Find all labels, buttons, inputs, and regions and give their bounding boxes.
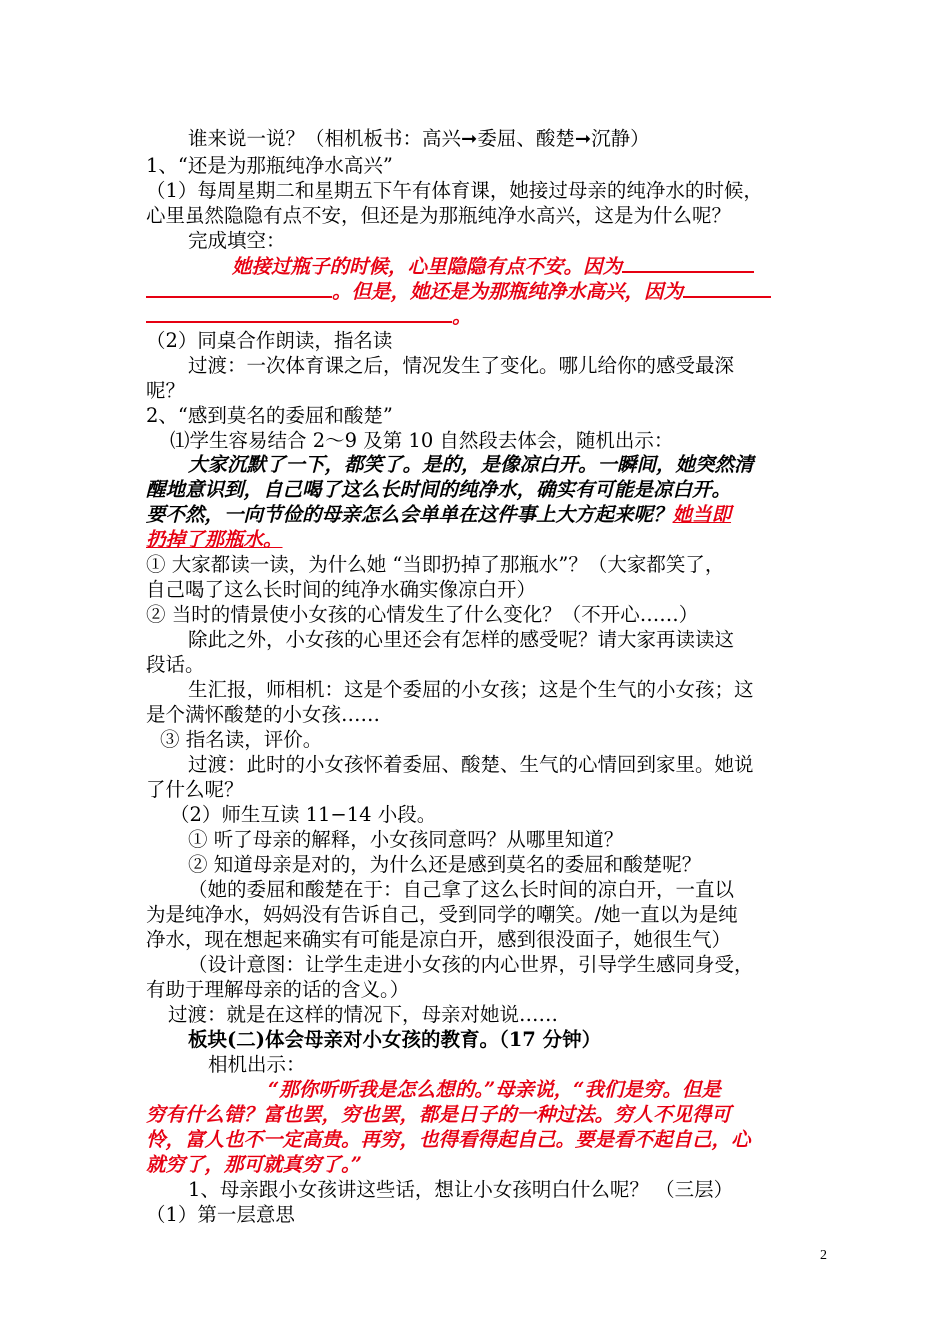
text-line: （1）第一层意思 xyxy=(146,1203,295,1226)
fill-blank-line-2 xyxy=(146,278,771,305)
text-line: 为是纯净水，妈妈没有告诉自己，受到同学的嘲笑。/她一直以为是纯 xyxy=(146,903,738,926)
quote-highlight: 扔掉了那瓶水。 xyxy=(146,528,283,551)
quote-text: 要不然，一向节俭的母亲怎么会单单在这件事上大方起来呢？ xyxy=(146,503,673,526)
fill-blank-line-1 xyxy=(232,253,754,280)
page-number: 2 xyxy=(820,1248,827,1263)
mother-quote-line: “那你听听我是怎么想的。”母亲说，“我们是穷。但是 xyxy=(268,1078,721,1101)
mother-quote-line: 穷有什么错？富也罢，穷也罢，都是日子的一种过法。穷人不见得可 xyxy=(146,1103,732,1126)
text-line: ② 知道母亲是对的，为什么还是感到莫名的委屈和酸楚呢？ xyxy=(188,853,702,876)
text-line: ⑴学生容易结合 2〜9 及第 10 自然段去体会，随机出示： xyxy=(170,429,674,452)
quote-line: 大家沉默了一下，都笑了。是的，是像凉白开。一瞬间，她突然清 xyxy=(188,453,754,476)
section-heading: 1、“还是为那瓶纯净水高兴” xyxy=(146,154,393,177)
text-line: ③ 指名读，评价。 xyxy=(160,728,323,751)
quote-line: 醒地意识到，自己喝了这么长时间的纯净水，确实有可能是凉白开。 xyxy=(146,478,732,501)
text-line: ② 当时的情景使小女孩的心情发生了什么变化？（不开心……） xyxy=(146,603,699,626)
blank-underline xyxy=(146,303,452,323)
blank-underline xyxy=(146,278,332,298)
text-line: 过渡：就是在这样的情况下，母亲对她说…… xyxy=(168,1003,559,1026)
text-line: 净水，现在想起来确实有可能是凉白开，感到很没面子，她很生气） xyxy=(146,928,732,951)
text-line: 相机出示： xyxy=(208,1053,306,1076)
text-line: 过渡：一次体育课之后，情况发生了变化。哪儿给你的感受最深 xyxy=(188,354,735,377)
text-line: （她的委屈和酸楚在于：自己拿了这么长时间的凉白开，一直以 xyxy=(188,878,735,901)
text-line: ① 大家都读一读，为什么她 “当即扔掉了那瓶水”？（大家都笑了， xyxy=(146,553,725,576)
text-line: （1）每周星期二和星期五下午有体育课，她接过母亲的纯净水的时候， xyxy=(146,179,763,202)
mother-quote-line: 就穷了，那可就真穷了。” xyxy=(146,1153,362,1176)
text-line: 是个满怀酸楚的小女孩…… xyxy=(146,703,381,726)
fill-blank-text: 她接过瓶子的时候，心里隐隐有点不安。因为 xyxy=(232,255,623,278)
fill-blank-text: 。但是，她还是为那瓶纯净水高兴，因为 xyxy=(332,280,684,303)
text-line: 自己喝了这么长时间的纯净水确实像凉白开） xyxy=(146,578,537,601)
text-line: （设计意图：让学生走进小女孩的内心世界，引导学生感同身受， xyxy=(188,953,754,976)
quote-highlight: 她当即 xyxy=(672,503,732,526)
text-line: （2）师生互读 11−14 小段。 xyxy=(170,803,437,826)
text-line: 过渡：此时的小女孩怀着委屈、酸楚、生气的心情回到家里。她说 xyxy=(188,753,754,776)
text-line: 谁来说一说？（相机板书：高兴➞委屈、酸楚➞沉静） xyxy=(188,127,650,150)
text-line: 呢？ xyxy=(146,379,186,402)
text-line: 1、母亲跟小女孩讲这些话，想让小女孩明白什么呢？ （三层） xyxy=(188,1178,734,1201)
text-line: 了什么呢？ xyxy=(146,778,244,801)
text-line: 有助于理解母亲的话的含义。） xyxy=(146,978,410,1001)
blank-underline xyxy=(622,253,754,273)
fill-blank-text: 。 xyxy=(452,305,472,328)
quote-line xyxy=(146,502,731,528)
text-line: 段话。 xyxy=(146,653,205,676)
fill-blank-line-3 xyxy=(146,303,472,330)
section-title: 板块(二)体会母亲对小女孩的教育。（17 分钟） xyxy=(188,1028,602,1051)
text-line: ① 听了母亲的解释，小女孩同意吗？从哪里知道？ xyxy=(188,828,624,851)
text-line: 心里虽然隐隐有点不安，但还是为那瓶纯净水高兴，这是为什么呢？ xyxy=(146,204,732,227)
text-line: （2）同桌合作朗读，指名读 xyxy=(146,329,393,352)
text-line: 完成填空： xyxy=(188,229,286,252)
blank-underline xyxy=(683,278,771,298)
section-heading: 2、“感到莫名的委屈和酸楚” xyxy=(146,404,393,427)
text-line: 除此之外，小女孩的心里还会有怎样的感受呢？请大家再读读这 xyxy=(188,628,735,651)
mother-quote-line: 怜，富人也不一定高贵。再穷，也得看得起自己。要是看不起自己，心 xyxy=(146,1128,751,1151)
text-line: 生汇报，师相机：这是个委屈的小女孩；这是个生气的小女孩；这 xyxy=(188,678,754,701)
